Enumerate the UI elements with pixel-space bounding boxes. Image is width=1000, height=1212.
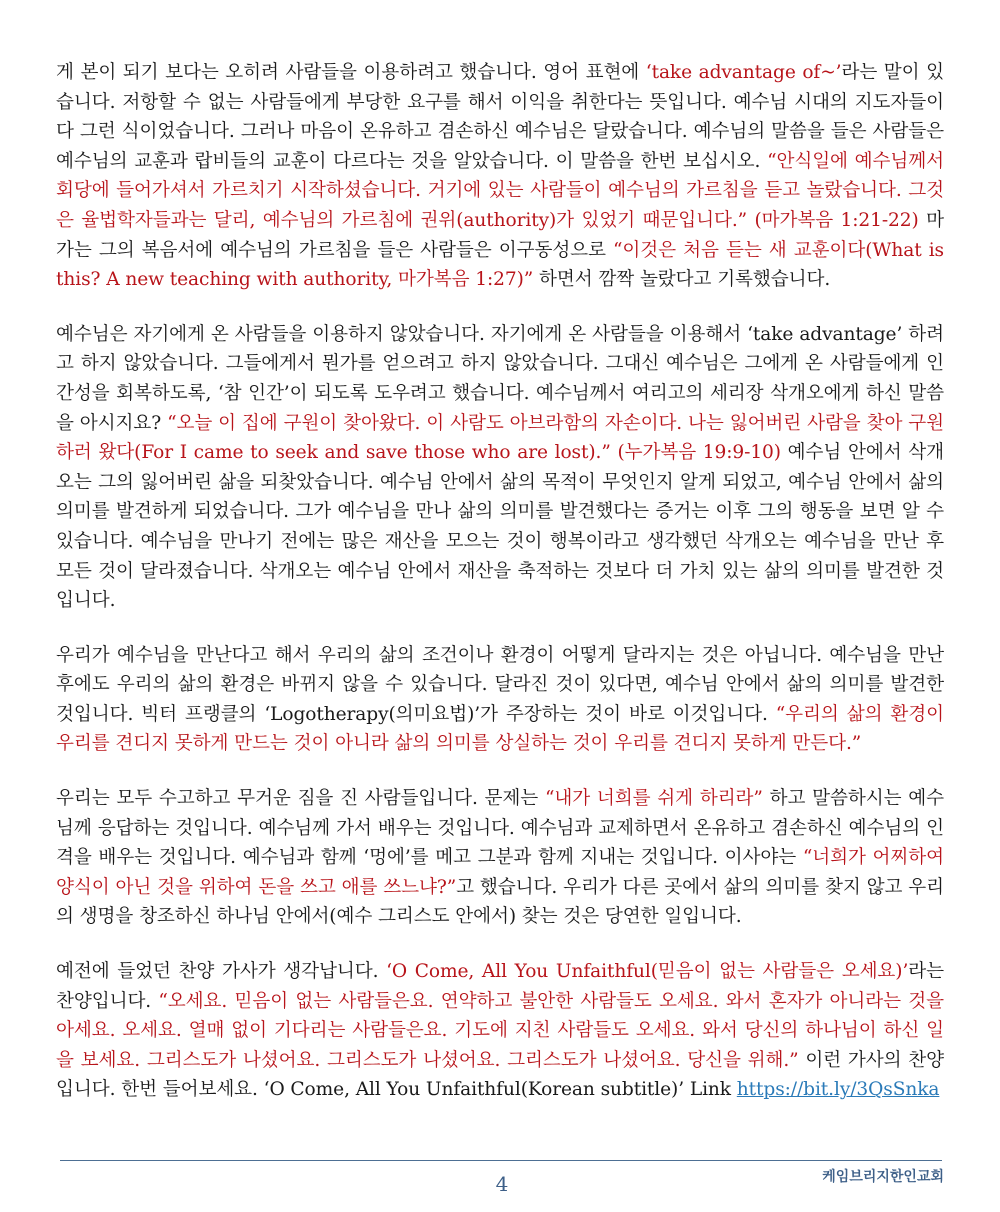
hyperlink[interactable]: https://bit.ly/3QsSnka — [736, 1079, 940, 1101]
body-text: 예수님 안에서 삭개오는 그의 잃어버린 삶을 되찾았습니다. 예수님 안에서 삶의 목적이 무엇인지 알게 되었고, 예수님 안에서 삶의 의미를 발견하게 되었습니다. 그가 예수님을 만나 삶의 의미를 발견했다는 증거는 이후 그의 행동을 보면 알 수 있습니다. 예수님을 만나기 전에는 많은 재산을 모으는 것이 행복이라고 생각했던 삭개오는 예수님을 만난 후 모든 것이 달라졌습니다. 삭개오는 예수님 안에서 재산을 축적하는 것보다 더 가치 있는 삶의 의미를 발견한 것입니다. — [56, 442, 944, 612]
quote-text: “오세요. 믿음이 없는 사람들은요. 연약하고 불안한 사람들도 오세요. 와서 혼자가 아니라는 것을 아세요. 오세요. 열매 없이 기다리는 사람들은요. 기도에 지친 사람들도 오세요. 와서 당신의 하나님이 하신 일을 보세요. 그리스도가 나셨어요. 그리스도가 나셨어요. 그리스도가 나셨어요. 당신을 위해.” — [56, 990, 944, 1071]
quote-text: “너희가 어찌하여 양식이 아닌 것을 위하여 돈을 쓰고 애를 쓰느냐?” — [56, 847, 944, 898]
church-name: 케임브리지한인교회 — [822, 1169, 944, 1185]
body-text: 라는 말이 있습니다. 저항할 수 없는 사람들에게 부당한 요구를 해서 이익을 취한다는 뜻입니다. 예수님 시대의 지도자들이 다 그런 식이었습니다. 그러나 마음이 온유하고 겸손하신 예수님은 달랐습니다. 예수님의 말씀을 들은 사람들은 예수님의 교훈과 랍비들의 교훈이 다르다는 것을 알았습니다. 이 말씀을 한번 보십시오. — [56, 62, 944, 172]
paragraph-3 — [56, 641, 944, 759]
quote-text: “이것은 처음 듣는 새 교훈이다(What is this? A new teaching with authority, 마가복음 1:27)” — [56, 239, 945, 291]
body-text: 예전에 들었던 찬양 가사가 생각납니다. — [56, 961, 387, 983]
paragraph-2 — [56, 320, 944, 616]
footer-divider — [60, 1160, 942, 1161]
body-text: 이런 가사의 찬양입니다. 한번 들어보세요. ‘O Come, All You Unfaithful(Korean subtitle)’ Link — [56, 1049, 944, 1101]
body-text: 마가는 그의 복음서에 예수님의 가르침을 들은 사람들은 이구동성으로 — [56, 209, 944, 261]
body-text: 하고 말씀하시는 예수님께 응답하는 것입니다. 예수님께 가서 배우는 것입니다. 예수님과 교제하면서 온유하고 겸손하신 예수님의 인격을 배우는 것입니다. 예수님과 함께 ‘멍에’를 메고 그분과 함께 지내는 것입니다. 이사야는 — [56, 788, 945, 869]
paragraph-1 — [56, 58, 944, 295]
quote-text: ‘O Come, All You Unfaithful(믿음이 없는 사람들은 오세요)’ — [386, 961, 909, 983]
body-text: 하면서 깜짝 놀랐다고 기록했습니다. — [533, 269, 831, 291]
paragraph-5 — [56, 957, 944, 1105]
quote-text: “우리의 삶의 환경이 우리를 견디지 못하게 만드는 것이 아니라 삶의 의미를 상실하는 것이 우리를 견디지 못하게 만든다.” — [56, 703, 945, 755]
body-text: 라는 찬양입니다. — [56, 961, 944, 1012]
body-text: 우리가 예수님을 만난다고 해서 우리의 삶의 조건이나 환경이 어떻게 달라지는 것은 아닙니다. 예수님을 만난 후에도 우리의 삶의 환경은 바뀌지 않을 수 있습니다. 달라진 것이 있다면, 예수님 안에서 삶의 의미를 발견한 것입니다. 빅터 프랭클의 ‘Logotherapy(의미요법)’가 주장하는 것이 바로 이것입니다. — [56, 644, 944, 725]
body-text: 게 본이 되기 보다는 오히려 사람들을 이용하려고 했습니다. 영어 표현에 — [56, 62, 646, 83]
body-text: 우리는 모두 수고하고 무거운 짐을 진 사람들입니다. 문제는 — [56, 788, 545, 810]
paragraph-4 — [56, 784, 944, 932]
quote-text: “안식일에 예수님께서 회당에 들어가셔서 가르치기 시작하셨습니다. 거기에 있는 사람들이 예수님의 가르침을 듣고 놀랐습니다. 그것은 율법학자들과는 달리, 예수님의 가르침에 권위(authority)가 있었기 때문입니다.” (마가복음 1:21-22) — [56, 150, 944, 231]
quote-text: ‘take advantage of~’ — [645, 62, 842, 83]
body-text: 고 했습니다. 우리가 다른 곳에서 삶의 의미를 찾지 않고 우리의 생명을 창조하신 하나님 안에서(예수 그리스도 안에서) 찾는 것은 당연한 일입니다. — [56, 876, 944, 928]
document-body — [56, 58, 944, 1130]
page-number: 4 — [495, 1172, 509, 1196]
quote-text: “오늘 이 집에 구원이 찾아왔다. 이 사람도 아브라함의 자손이다. 나는 잃어버린 사람을 찾아 구원하러 왔다(For I came to seek and save those who are lost).” (누가복음 19:9-10) — [56, 412, 944, 464]
body-text: 예수님은 자기에게 온 사람들을 이용하지 않았습니다. 자기에게 온 사람들을 이용해서 ‘take advantage’ 하려고 하지 않았습니다. 그들에게서 뭔가를 얻으려고 하지 않았습니다. 그대신 예수님은 그에게 온 사람들에게 인간성을 회복하도록, ‘참 인간’이 되도록 도우려고 했습니다. 예수님께서 여리고의 세리장 삭개오에게 하신 말씀을 아시지요? — [56, 323, 944, 434]
quote-text: “내가 너희를 쉬게 하리라” — [544, 788, 763, 810]
